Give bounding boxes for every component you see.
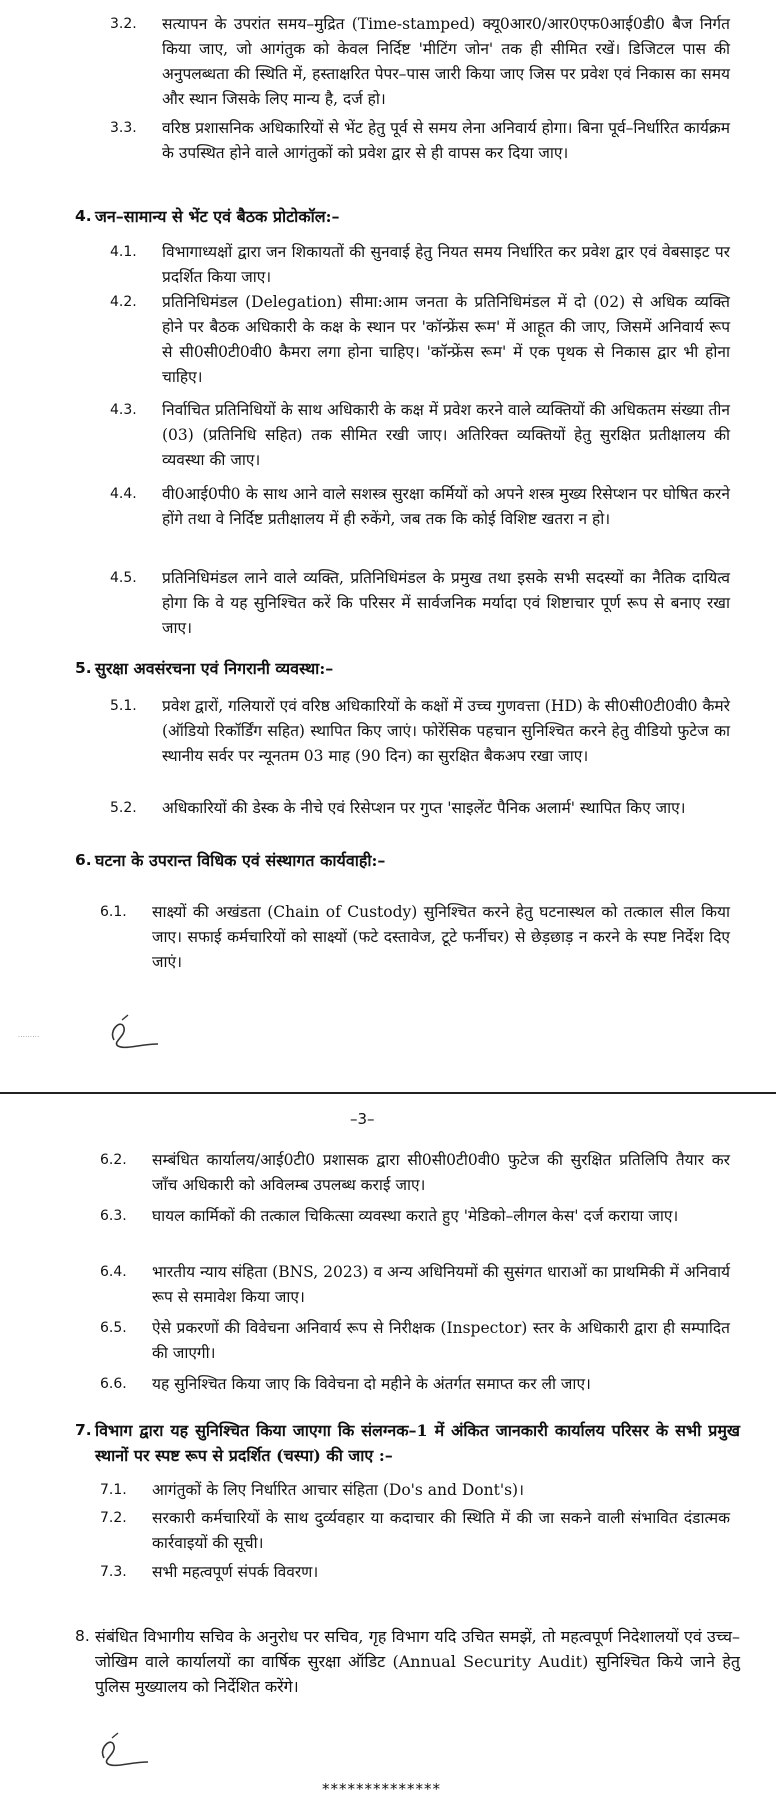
clause-4-5 — [110, 566, 730, 642]
section-title: घटना के उपरान्त विधिक एवं संस्थागत कार्यवाही:– — [95, 851, 386, 870]
clause-8 — [75, 1624, 740, 1704]
clause-text: सत्यापन के उपरांत समय–मुद्रित (Time-stamped) क्यू0आर0/आर0एफ0आई0डी0 बैज निर्गत किया जाए, जो आगंतुक को केवल निर्दिष्ट 'मीटिंग जोन' तक ही सीमित रखें। डिजिटल पास की अनुपलब्धता की स्थिति में, हस्ताक्षरित पेपर–पास जारी किया जाए जिस पर प्रवेश एवं निकास का समय और स्थान जिसके लिए मान्य है, दर्ज हो। — [162, 15, 730, 108]
page-number: –3– — [350, 1110, 375, 1128]
clause-text: भारतीय न्याय संहिता (BNS, 2023) व अन्य अधिनियमों की सुसंगत धाराओं का प्राथमिकी में अनिवार्य रूप से समावेश किया जाए। — [152, 1263, 730, 1306]
clause-text: प्रवेश द्वारों, गलियारों एवं वरिष्ठ अधिकारियों के कक्षों में उच्च गुणवत्ता (HD) के सी0सी0टी0वी0 कैमरे (ऑडियो रिकॉर्डिंग सहित) स्थापित किए जाएं। फोरेंसिक पहचान सुनिश्चित करने हेतु वीडियो फुटेज का स्थानीय सर्वर पर न्यूनतम 03 माह (90 दिन) का सुरक्षित बैकअप रखा जाए। — [162, 697, 730, 765]
clause-number: 6.5. — [100, 1320, 127, 1336]
clause-text: निर्वाचित प्रतिनिधियों के साथ अधिकारी के कक्ष में प्रवेश करने वाले व्यक्तियों की अधिकतम संख्या तीन (03) (प्रतिनिधि सहित) तक सीमित रखी जाए। अतिरिक्त व्यक्तियों हेतु सुरक्षित प्रतीक्षालय की व्यवस्था की जाए। — [162, 401, 730, 469]
clause-number: 5.1. — [110, 698, 137, 714]
end-of-document-marker: ************** — [322, 1780, 441, 1798]
clause-number: 3.3. — [110, 120, 137, 136]
document-page-3 — [0, 1100, 776, 1800]
clause-6-4 — [100, 1260, 730, 1310]
clause-text: विभागाध्यक्षों द्वारा जन शिकायतों की सुनवाई हेतु नियत समय निर्धारित कर प्रवेश द्वार एवं वेबसाइट पर प्रदर्शित किया जाए। — [162, 243, 730, 286]
clause-4-4 — [110, 482, 730, 558]
clause-text: साक्ष्यों की अखंडता (Chain of Custody) सुनिश्चित करने हेतु घटनास्थल को तत्काल सील किया जाए। सफाई कर्मचारियों को साक्ष्यों (फटे दस्तावेज, टूटे फर्नीचर) से छेड़छाड़ न करने के स्पष्ट निर्देश दिए जाएं। — [152, 903, 730, 971]
section-number: 5. — [75, 659, 92, 677]
clause-text: अधिकारियों की डेस्क के नीचे एवं रिसेप्शन पर गुप्त 'साइलेंट पैनिक अलार्म' स्थापित किए जाए। — [162, 799, 686, 817]
initials-signature — [90, 1728, 160, 1773]
clause-text: वी0आई0पी0 के साथ आने वाले सशस्त्र सुरक्षा कर्मियों को अपने शस्त्र मुख्य रिसेप्शन पर घोषित करने होंगे तथा वे निर्दिष्ट प्रतीक्षालय में ही रुकेंगे, जब तक कि कोई विशिष्ट खतरा न हो। — [162, 485, 730, 528]
clause-text: सरकारी कर्मचारियों के साथ दुर्व्यवहार या कदाचार की स्थिति में की जा सकने वाली संभावित दंडात्मक कार्रवाइयों की सूची। — [152, 1509, 730, 1552]
clause-text: प्रतिनिधिमंडल लाने वाले व्यक्ति, प्रतिनिधिमंडल के प्रमुख तथा इसके सभी सदस्यों का नैतिक दायित्व होगा कि वे यह सुनिश्चित करें कि परिसर में सार्वजनिक मर्यादा एवं शिष्टाचार पूर्ण रूप से बनाए रखा जाए। — [162, 569, 730, 637]
clause-number: 6.4. — [100, 1264, 127, 1280]
clause-number: 4.4. — [110, 486, 137, 502]
clause-text: ऐसे प्रकरणों की विवेचना अनिवार्य रूप से निरीक्षक (Inspector) स्तर के अधिकारी द्वारा ही सम्पादित की जाएगी। — [152, 1319, 730, 1362]
clause-6-3 — [100, 1204, 730, 1254]
clause-text: सभी महत्वपूर्ण संपर्क विवरण। — [152, 1563, 319, 1581]
clause-number: 7.1. — [100, 1482, 127, 1498]
clause-text: संबंधित विभागीय सचिव के अनुरोध पर सचिव, गृह विभाग यदि उचित समझें, तो महत्वपूर्ण निदेशालयों एवं उच्च–जोखिम वाले कार्यालयों का वार्षिक सुरक्षा ऑडिट (Annual Security Audit) सुनिश्चित किये जाने हेतु पुलिस मुख्यालय को निर्देशित करेंगे। — [95, 1627, 740, 1696]
clause-4-3 — [110, 398, 730, 474]
clause-number: 6.2. — [100, 1152, 127, 1168]
section-number: 6. — [75, 851, 92, 869]
clause-7-2 — [100, 1506, 730, 1556]
section-number: 4. — [75, 207, 92, 225]
stamp-mark: ········· — [18, 1034, 40, 1041]
clause-number: 3.2. — [110, 16, 137, 32]
clause-text: घायल कार्मिकों की तत्काल चिकित्सा व्यवस्था कराते हुए 'मेडिको–लीगल केस' दर्ज कराया जाए। — [152, 1207, 679, 1225]
clause-text: वरिष्ठ प्रशासनिक अधिकारियों से भेंट हेतु पूर्व से समय लेना अनिवार्य होगा। बिना पूर्व–निर्धारित कार्यक्रम के उपस्थित होने वाले आगंतुकों को प्रवेश द्वार से ही वापस कर दिया जाए। — [162, 119, 730, 162]
initials-signature — [100, 1010, 170, 1055]
clause-number: 6.6. — [100, 1376, 127, 1392]
clause-number: 4.5. — [110, 570, 137, 586]
clause-6-2 — [100, 1148, 730, 1198]
section-title: सुरक्षा अवसंरचना एवं निगरानी व्यवस्था:– — [95, 659, 334, 678]
clause-number: 4.2. — [110, 294, 137, 310]
clause-7-1 — [100, 1478, 730, 1506]
clause-5-1 — [110, 694, 730, 794]
clause-text: सम्बंधित कार्यालय/आई0टी0 प्रशासक द्वारा सी0सी0टी0वी0 फुटेज की सुरक्षित प्रतिलिपि तैयार कर जाँच अधिकारी को अविलम्ब उपलब्ध कराई जाए। — [152, 1151, 730, 1194]
clause-text: आगंतुकों के लिए निर्धारित आचार संहिता (Do's and Dont's)। — [152, 1481, 524, 1499]
clause-4-1 — [110, 240, 730, 290]
clause-number: 4.3. — [110, 402, 137, 418]
clause-4-2 — [110, 290, 730, 390]
clause-number: 7.3. — [100, 1564, 127, 1580]
section-title: विभाग द्वारा यह सुनिश्चित किया जाएगा कि संलग्नक–1 में अंकित जानकारी कार्यालय परिसर के सभी प्रमुख स्थानों पर स्पष्ट रूप से प्रदर्शित (चस्पा) की जाए :– — [95, 1421, 740, 1465]
section-title: जन–सामान्य से भेंट एवं बैठक प्रोटोकॉल:– — [95, 207, 340, 226]
clause-6-5 — [100, 1316, 730, 1366]
clause-3-2 — [110, 12, 730, 112]
section-number: 7. — [75, 1421, 92, 1439]
clause-number: 5.2. — [110, 800, 137, 816]
clause-6-6 — [100, 1372, 730, 1400]
clause-6-1 — [100, 900, 730, 976]
clause-text: प्रतिनिधिमंडल (Delegation) सीमा:आम जनता के प्रतिनिधिमंडल में दो (02) से अधिक व्यक्ति होने पर बैठक अधिकारी के कक्ष के स्थान पर 'कॉन्फ्रेंस रूम' में आहूत की जाए, जिसमें अनिवार्य रूप से सी0सी0टी0वी0 कैमरा लगा होना चाहिए। 'कॉन्फ्रेंस रूम' में एक पृथक से निकास द्वार भी होना चाहिए। — [162, 293, 730, 386]
clause-text: यह सुनिश्चित किया जाए कि विवेचना दो महीने के अंतर्गत समाप्त कर ली जाए। — [152, 1375, 591, 1393]
clause-number: 4.1. — [110, 244, 137, 260]
clause-3-3 — [110, 116, 730, 192]
clause-7-3 — [100, 1560, 730, 1588]
clause-number: 8. — [75, 1627, 90, 1645]
clause-number: 7.2. — [100, 1510, 127, 1526]
clause-number: 6.1. — [100, 904, 127, 920]
clause-number: 6.3. — [100, 1208, 127, 1224]
clause-5-2 — [110, 796, 730, 846]
